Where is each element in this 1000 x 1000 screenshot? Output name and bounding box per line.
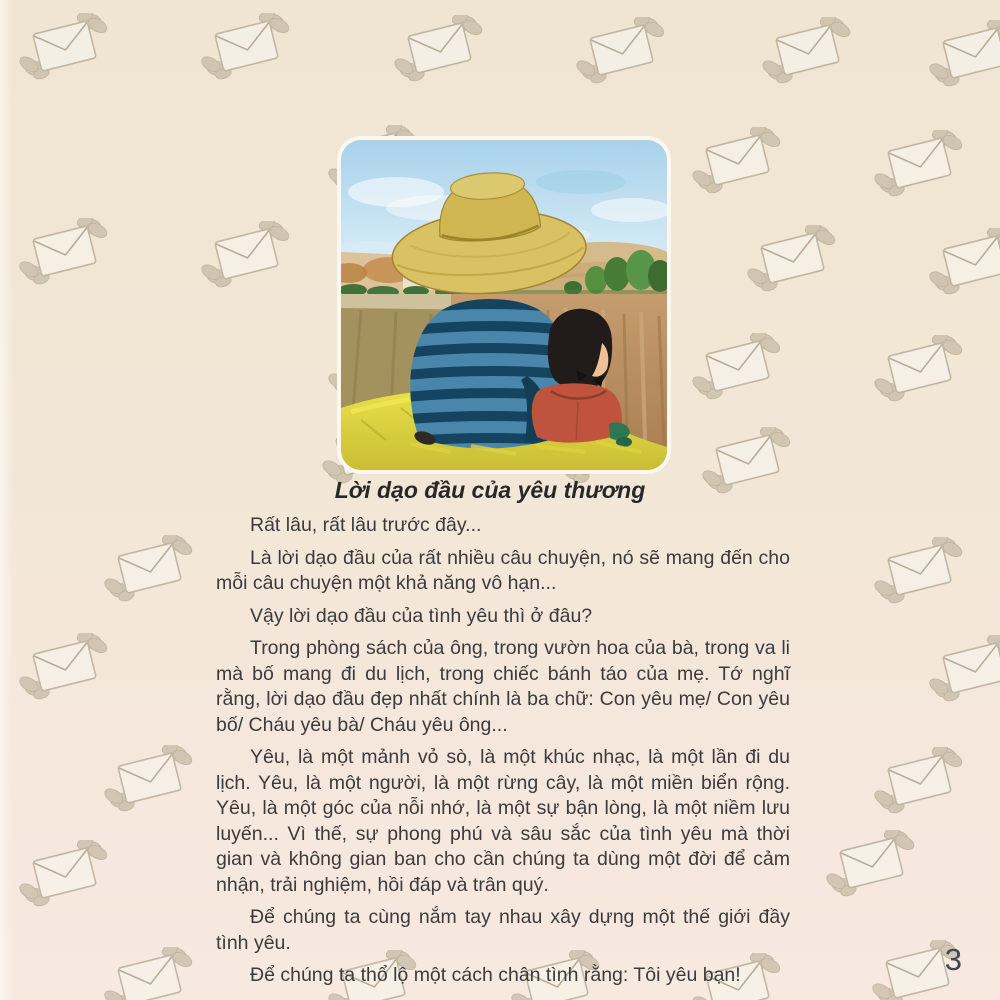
winged-envelope-icon xyxy=(570,17,674,87)
winged-envelope-icon xyxy=(98,535,202,605)
paragraph: Để chúng ta cùng nắm tay nhau xây dựng một thế giới đầy tình yêu. xyxy=(216,906,790,954)
winged-envelope-icon xyxy=(98,745,202,815)
winged-envelope-icon xyxy=(686,127,790,197)
winged-envelope-icon xyxy=(868,335,972,405)
winged-envelope-icon xyxy=(756,17,860,87)
winged-envelope-icon xyxy=(923,228,1000,298)
paragraph: Để chúng ta thổ lộ một cách chân tình rằng: Tôi yêu bạn! xyxy=(250,964,741,986)
winged-envelope-icon xyxy=(195,13,299,83)
winged-envelope-icon xyxy=(820,830,924,900)
page-number: 3 xyxy=(944,942,962,977)
winged-envelope-icon xyxy=(195,221,299,291)
winged-envelope-icon xyxy=(923,635,1000,705)
winged-envelope-icon xyxy=(868,537,972,607)
story-text xyxy=(216,513,790,996)
winged-envelope-icon xyxy=(13,633,117,703)
paragraph: Trong phòng sách của ông, trong vườn hoa của bà, trong va li mà bố mang đi du lịch, trong chiếc bánh táo của mẹ. Tớ nghĩ rằng, lời dạo đầu đẹp nhất chính là ba chữ: Con yêu mẹ/ Con yêu bố/ Cháu yêu bà/ Cháu yêu ông... xyxy=(216,637,790,736)
winged-envelope-icon xyxy=(13,840,117,910)
winged-envelope-icon xyxy=(868,747,972,817)
paragraph: Là lời dạo đầu của rất nhiều câu chuyện, nó sẽ mang đến cho mỗi câu chuyện một khả năng vô hạn... xyxy=(216,546,790,594)
winged-envelope-icon xyxy=(923,20,1000,90)
winged-envelope-icon xyxy=(686,333,790,403)
page-title: Lời dạo đầu của yêu thương xyxy=(334,477,646,503)
paragraph: Yêu, là một mảnh vỏ sò, là một khúc nhạc, là một lần đi du lịch. Yêu, là một người, là một rừng cây, là một miền biển rộng. Yêu, là một góc của nỗi nhớ, là một sự bận lòng, là một niềm lưu luyến... Vì thế, sự phong phú và sâu sắc của tình yêu mà thời gian và không gian ban cho cần chúng ta dùng một đời để cảm nhận, trải nghiệm, hồi đáp và trân quý. xyxy=(216,746,790,896)
winged-envelope-icon xyxy=(741,225,845,295)
paragraph: Vậy lời dạo đầu của tình yêu thì ở đâu? xyxy=(250,604,593,627)
winged-envelope-icon xyxy=(13,218,117,288)
illustration-art xyxy=(341,140,667,470)
winged-envelope-icon xyxy=(98,947,202,1000)
winged-envelope-icon xyxy=(868,130,972,200)
winged-envelope-icon xyxy=(388,15,492,85)
paragraph: Rất lâu, rất lâu trước đây... xyxy=(250,514,482,536)
winged-envelope-icon xyxy=(13,13,117,83)
story-illustration xyxy=(337,136,671,474)
